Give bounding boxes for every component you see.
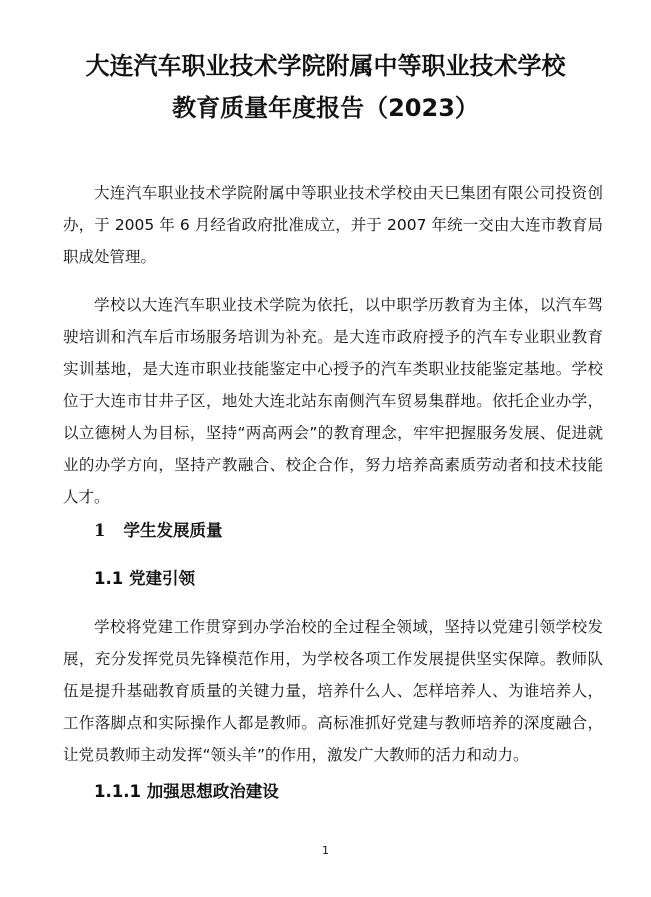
document-title-line-2: 教育质量年度报告（2023） — [172, 94, 479, 122]
document-title-line-1: 大连汽车职业技术学院附属中等职业技术学校 — [85, 52, 566, 80]
paragraph-party-building: 学校将党建工作贯穿到办学治校的全过程全领域，坚持以党建引领学校发展，充分发挥党员先锋模范作用，为学校各项工作发展提供坚实保障。教师队伍是提升基础教育质量的关键力量，培养什么人、怎样培养人、为谁培养人，工作落脚点和实际操作人都是教师。高标准抓好党建与教师培养的深度融合，让党员教师主动发挥“领头羊”的作用，激发广大教师的活力和动力。 — [63, 618, 603, 764]
subsection-heading-1-1-1: 1.1.1 加强思想政治建设 — [94, 782, 279, 801]
page-number: 1 — [322, 844, 329, 857]
paragraph-intro: 大连汽车职业技术学院附属中等职业技术学校由天巳集团有限公司投资创办，于 2005 年 6 月经省政府批准成立，并于 2007 年统一交由大连市教育局职成处管理。 — [63, 184, 603, 266]
section-title: 学生发展质量 — [123, 521, 223, 540]
subsection-heading-1-1: 1.1 党建引领 — [94, 569, 195, 588]
section-number: 1 — [94, 521, 106, 540]
section-heading-1 — [94, 517, 222, 545]
paragraph-school-overview: 学校以大连汽车职业技术学院为依托，以中职学历教育为主体，以汽车驾驶培训和汽车后市场服务培训为补充。是大连市政府授予的汽车专业职业教育实训基地，是大连市职业技能鉴定中心授予的汽车类职业技能鉴定基地。学校位于大连市甘井子区，地处大连北站东南侧汽车贸易集群地。依托企业办学，以立德树人为目标，坚持“两高两会”的教育理念，牢牢把握服务发展、促进就业的办学方向，坚持产教融合、校企合作，努力培养高素质劳动者和技术技能人才。 — [63, 296, 603, 506]
